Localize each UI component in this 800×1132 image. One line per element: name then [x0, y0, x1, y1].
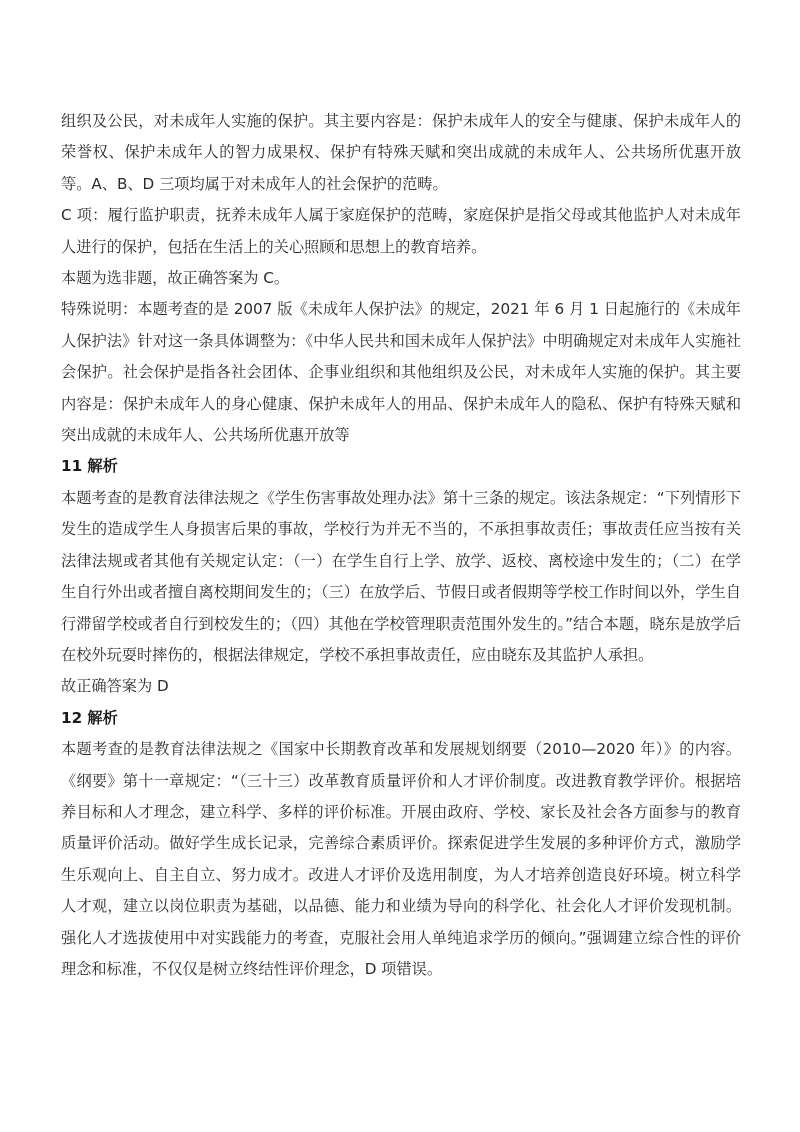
paragraph-question-12-analysis: 本题考查的是教育法律法规之《国家中长期教育改革和发展规划纲要（2010—2020 年）》的内容。《纲要》第十一章规定：“（三十三）改革教育质量评价和人才评价制度。改进教育教学评价。根据培养目标和人才理念，建立科学、多样的评价标准。开展由政府、学校、家长及社会各方面参与的教育质量评价活动。做好学生成长记录，完善综合素质评价。探索促进学生发展的多种评价方式，激励学生乐观向上、自主自立、努力成才。改进人才评价及选用制度，为人才培养创造良好环境。树立科学人才观，建立以岗位职责为基础，以品德、能力和业绩为导向的科学化、社会化人才评价发现机制。强化人才选拔使用中对实践能力的考查，克服社会用人单纯追求学历的倾向。”强调建立综合性的评价理念和标准，不仅仅是树立终结性评价理念，D 项错误。 [61, 740, 741, 978]
paragraph-special-note: 特殊说明：本题考查的是 2007 版《未成年人保护法》的规定，2021 年 6 月 1 日起施行的《未成年人保护法》针对这一条具体调整为：《中华人民共和国未成年人保护法》中明确规定对未成年人实施社会保护。社会保护是指各社会团体、企事业组织和其他组织及公民，对未成年人实施的保护。其主要内容是：保护未成年人的身心健康、保护未成年人的用品、保护未成年人的隐私、保护有特殊天赋和突出成就的未成年人、公共场所优惠开放等 [61, 300, 741, 445]
paragraph-option-c-explanation: C 项：履行监护职责，抚养未成年人属于家庭保护的范畴，家庭保护是指父母或其他监护人对未成年人进行的保护，包括在生活上的关心照顾和思想上的教育培养。 [61, 206, 741, 256]
paragraph-answer-11: 故正确答案为 D [61, 677, 169, 696]
paragraph-social-protection-content: 组织及公民，对未成年人实施的保护。其主要内容是：保护未成年人的安全与健康、保护未成年人的荣誉权、保护未成年人的智力成果权、保护有特殊天赋和突出成就的未成年人、公共场所优惠开放等。A、B、D 三项均属于对未成年人的社会保护的范畴。 [61, 112, 741, 193]
document-page [61, 106, 741, 985]
paragraph-answer-10: 本题为选非题，故正确答案为 C。 [61, 269, 290, 288]
heading-question-11: 11 解析 [61, 457, 118, 476]
paragraph-question-11-analysis: 本题考查的是教育法律法规之《学生伤害事故处理办法》第十三条的规定。该法条规定：“下列情形下发生的造成学生人身损害后果的事故，学校行为并无不当的，不承担事故责任；事故责任应当按有关法律法规或者其他有关规定认定：（一）在学生自行上学、放学、返校、离校途中发生的；（二）在学生自行外出或者擅自离校期间发生的；（三）在放学后、节假日或者假期等学校工作时间以外，学生自行滞留学校或者自行到校发生的；（四）其他在学校管理职责范围外发生的。”结合本题，晓东是放学后在校外玩耍时摔伤的，根据法律规定，学校不承担事故责任，应由晓东及其监护人承担。 [61, 488, 741, 664]
heading-question-12: 12 解析 [61, 708, 118, 727]
